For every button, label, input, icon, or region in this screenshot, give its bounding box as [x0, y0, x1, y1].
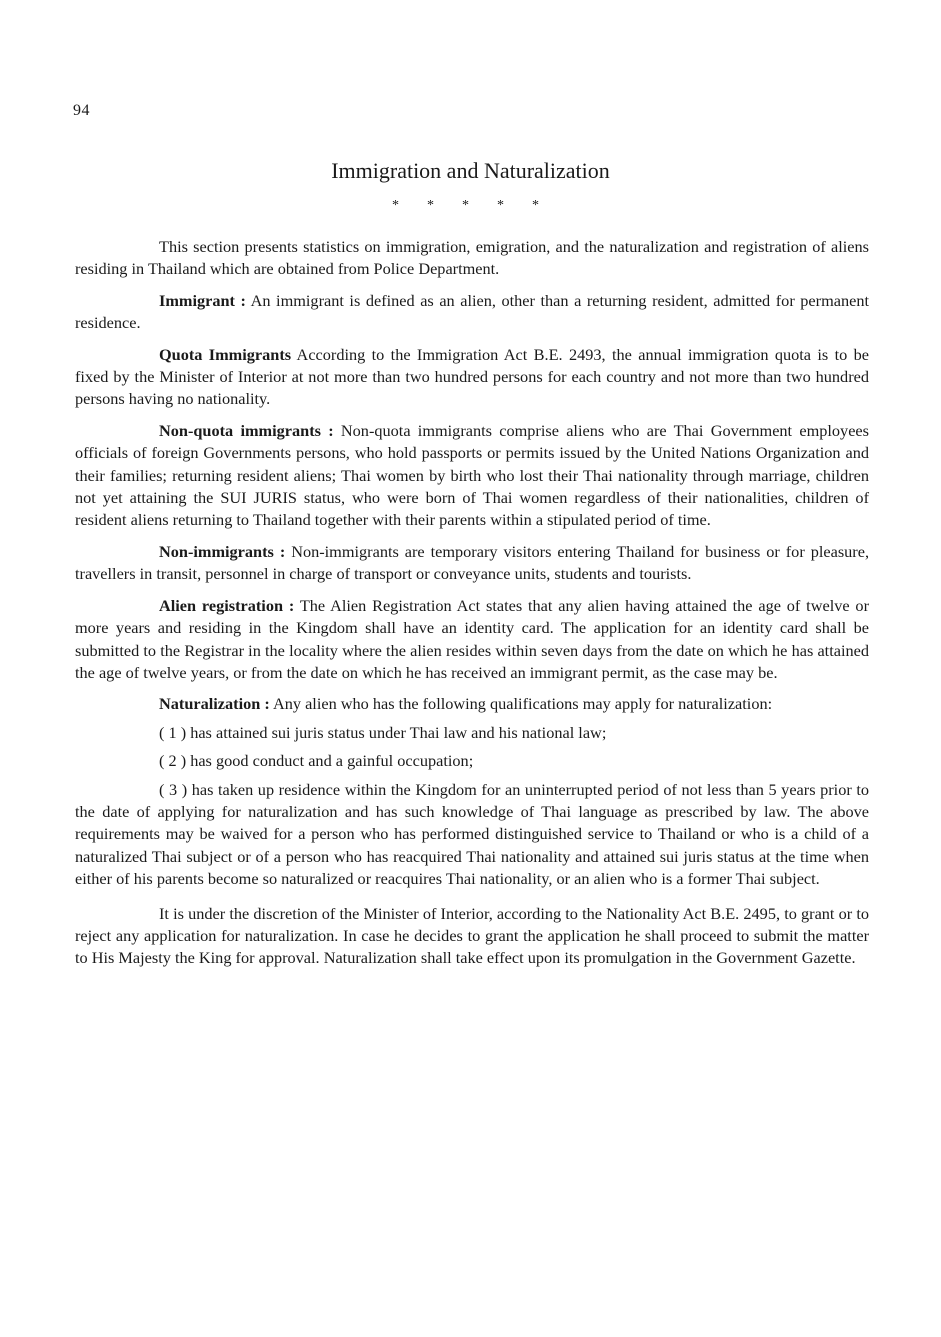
divider-star: *	[462, 198, 469, 213]
closing-paragraph: It is under the discretion of the Minister of Interior, according to the Nationality Act B.E. 2495, to grant or to reject any application for naturalization. In case he decides to grant the application he shall proceed to submit the matter to His Majesty the King for approval. Naturalization shall take effect upon its promulgation in the Government Gazette.	[75, 903, 869, 968]
non-quota-definition: Non-quota immigrants comprise aliens who are Thai Government employees officials of foreign Governments persons, who hold passports or permits issued by the United Nations Organization and their families; returning resident aliens; Thai women by birth who lost their Thai nationality through marriage, children not yet attaining the SUI JURIS status, who were born of Thai women regardless of their nationalities, children of resident aliens returning to Thailand together with their parents within a stipulated period of time.	[75, 420, 869, 530]
qualification-item: ( 3 ) has taken up residence within the Kingdom for an uninterrupted period of not less than 5 years prior to the date of applying for naturalization and has such knowledge of Thai language as prescribed by law. The above requirements may be waived for a person who has performed distinguished service to Thailand or who is a child of a naturalized Thai subject or of a person who has reacquired Thai nationality and attained sui juris status at the time when either of his parents become so naturalized or reacquires Thai nationality, or an alien who is a former Thai subject.	[75, 779, 869, 889]
page-title: Immigration and Naturalization	[331, 158, 610, 183]
immigrant-paragraph	[75, 290, 869, 335]
immigrant-term: Immigrant :	[159, 290, 246, 310]
divider-star: *	[427, 198, 434, 213]
alien-registration-term: Alien registration :	[159, 595, 295, 615]
immigrant-definition: An immigrant is defined as an alien, other than a returning resident, admitted for permanent residence.	[75, 290, 869, 333]
non-immigrants-term: Non-immigrants :	[159, 541, 286, 561]
non-immigrants-definition: Non-immigrants are temporary visitors entering Thailand for business or for pleasure, travellers in transit, personnel in charge of transport or conveyance units, students and tourists.	[75, 541, 870, 584]
divider-star: *	[392, 198, 399, 213]
non-quota-term: Non-quota immigrants :	[159, 420, 334, 440]
qualification-item: ( 1 ) has attained sui juris status under Thai law and his national law;	[159, 722, 607, 742]
non-immigrants-paragraph	[75, 541, 869, 586]
non-quota-paragraph	[75, 420, 869, 532]
quota-definition: According to the Immigration Act B.E. 2493, the annual immigration quota is to be fixed by the Minister of Interior at not more than two hundred persons for each country and not more than two hundred persons having no nationality.	[75, 344, 869, 409]
intro-paragraph: This section presents statistics on immigration, emigration, and the naturalization and registration of aliens residing in Thailand which are obtained from Police Department.	[75, 237, 869, 279]
quota-term: Quota Immigrants	[159, 344, 292, 364]
page-number: 94	[73, 102, 90, 119]
naturalization-term: Naturalization :	[159, 694, 270, 714]
alien-registration-paragraph	[75, 595, 869, 685]
divider-star: *	[497, 198, 504, 213]
alien-registration-definition: The Alien Registration Act states that any alien having attained the age of twelve or more years and residing in the Kingdom shall have an identity card. The application for an identity card shall be submitted to the Registrar in the locality where the alien resides within seven days from the date on which he has attained the age of twelve years, or from the date on which he has received an immigrant permit, as the case may be.	[75, 595, 869, 682]
naturalization-paragraph	[75, 693, 869, 715]
document-body	[75, 236, 869, 979]
section-divider-stars	[392, 198, 539, 214]
divider-star: *	[532, 198, 539, 213]
naturalization-definition: Any alien who has the following qualifications may apply for naturalization:	[269, 694, 773, 714]
quota-paragraph	[75, 344, 869, 411]
qualification-item: ( 2 ) has good conduct and a gainful occupation;	[159, 751, 474, 771]
